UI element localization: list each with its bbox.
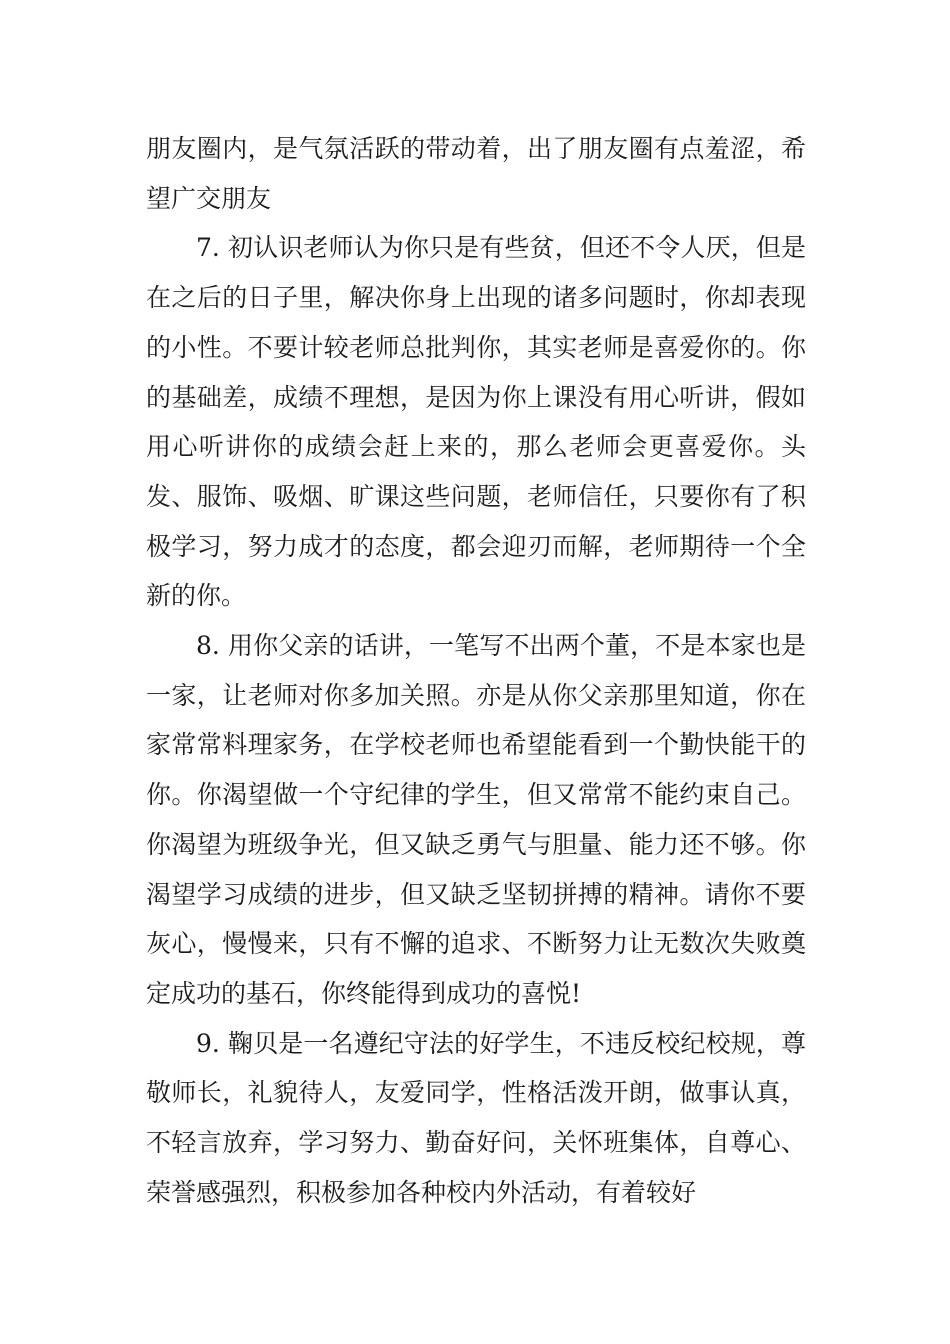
paragraph-item-8: 8. 用你父亲的话讲，一笔写不出两个董，不是本家也是一家，让老师对你多加关照。亦是从你父亲那里知道，你在家常常料理家务，在学校老师也希望能看到一个勤快能干的你。你渴望做一个守纪律的学生，但又常常不能约束自己。你渴望为班级争光，但又缺乏勇气与胆量、能力还不够。你渴望学习成绩的进步，但又缺乏坚韧拼搏的精神。请你不要灰心，慢慢来，只有不懈的追求、不断努力让无数次失败奠定成功的基石，你终能得到成功的喜悦! <box>146 631 806 1008</box>
paragraph-continuation: 朋友圈内，是气氛活跃的带动着，出了朋友圈有点羞涩，希望广交朋友 <box>146 134 806 213</box>
paragraph-item-9: 9. 鞠贝是一名遵纪守法的好学生，不违反校纪校规，尊敬师长，礼貌待人，友爱同学，性格活泼开朗，做事认真，不轻言放弃，学习努力、勤奋好问，关怀班集体，自尊心、荣誉感强烈，积极参加各种校内外活动，有着较好 <box>146 1028 806 1207</box>
paragraph-item-7: 7. 初认识老师认为你只是有些贫，但还不令人厌，但是在之后的日子里，解决你身上出现的诸多问题时，你却表现的小性。不要计较老师总批判你，其实老师是喜爱你的。你的基础差，成绩不理想，是因为你上课没有用心听讲，假如用心听讲你的成绩会赶上来的，那么老师会更喜爱你。头发、服饰、吸烟、旷课这些问题，老师信任，只要你有了积极学习，努力成才的态度，都会迎刃而解，老师期待一个全新的你。 <box>146 233 806 611</box>
document-body <box>146 124 806 1217</box>
